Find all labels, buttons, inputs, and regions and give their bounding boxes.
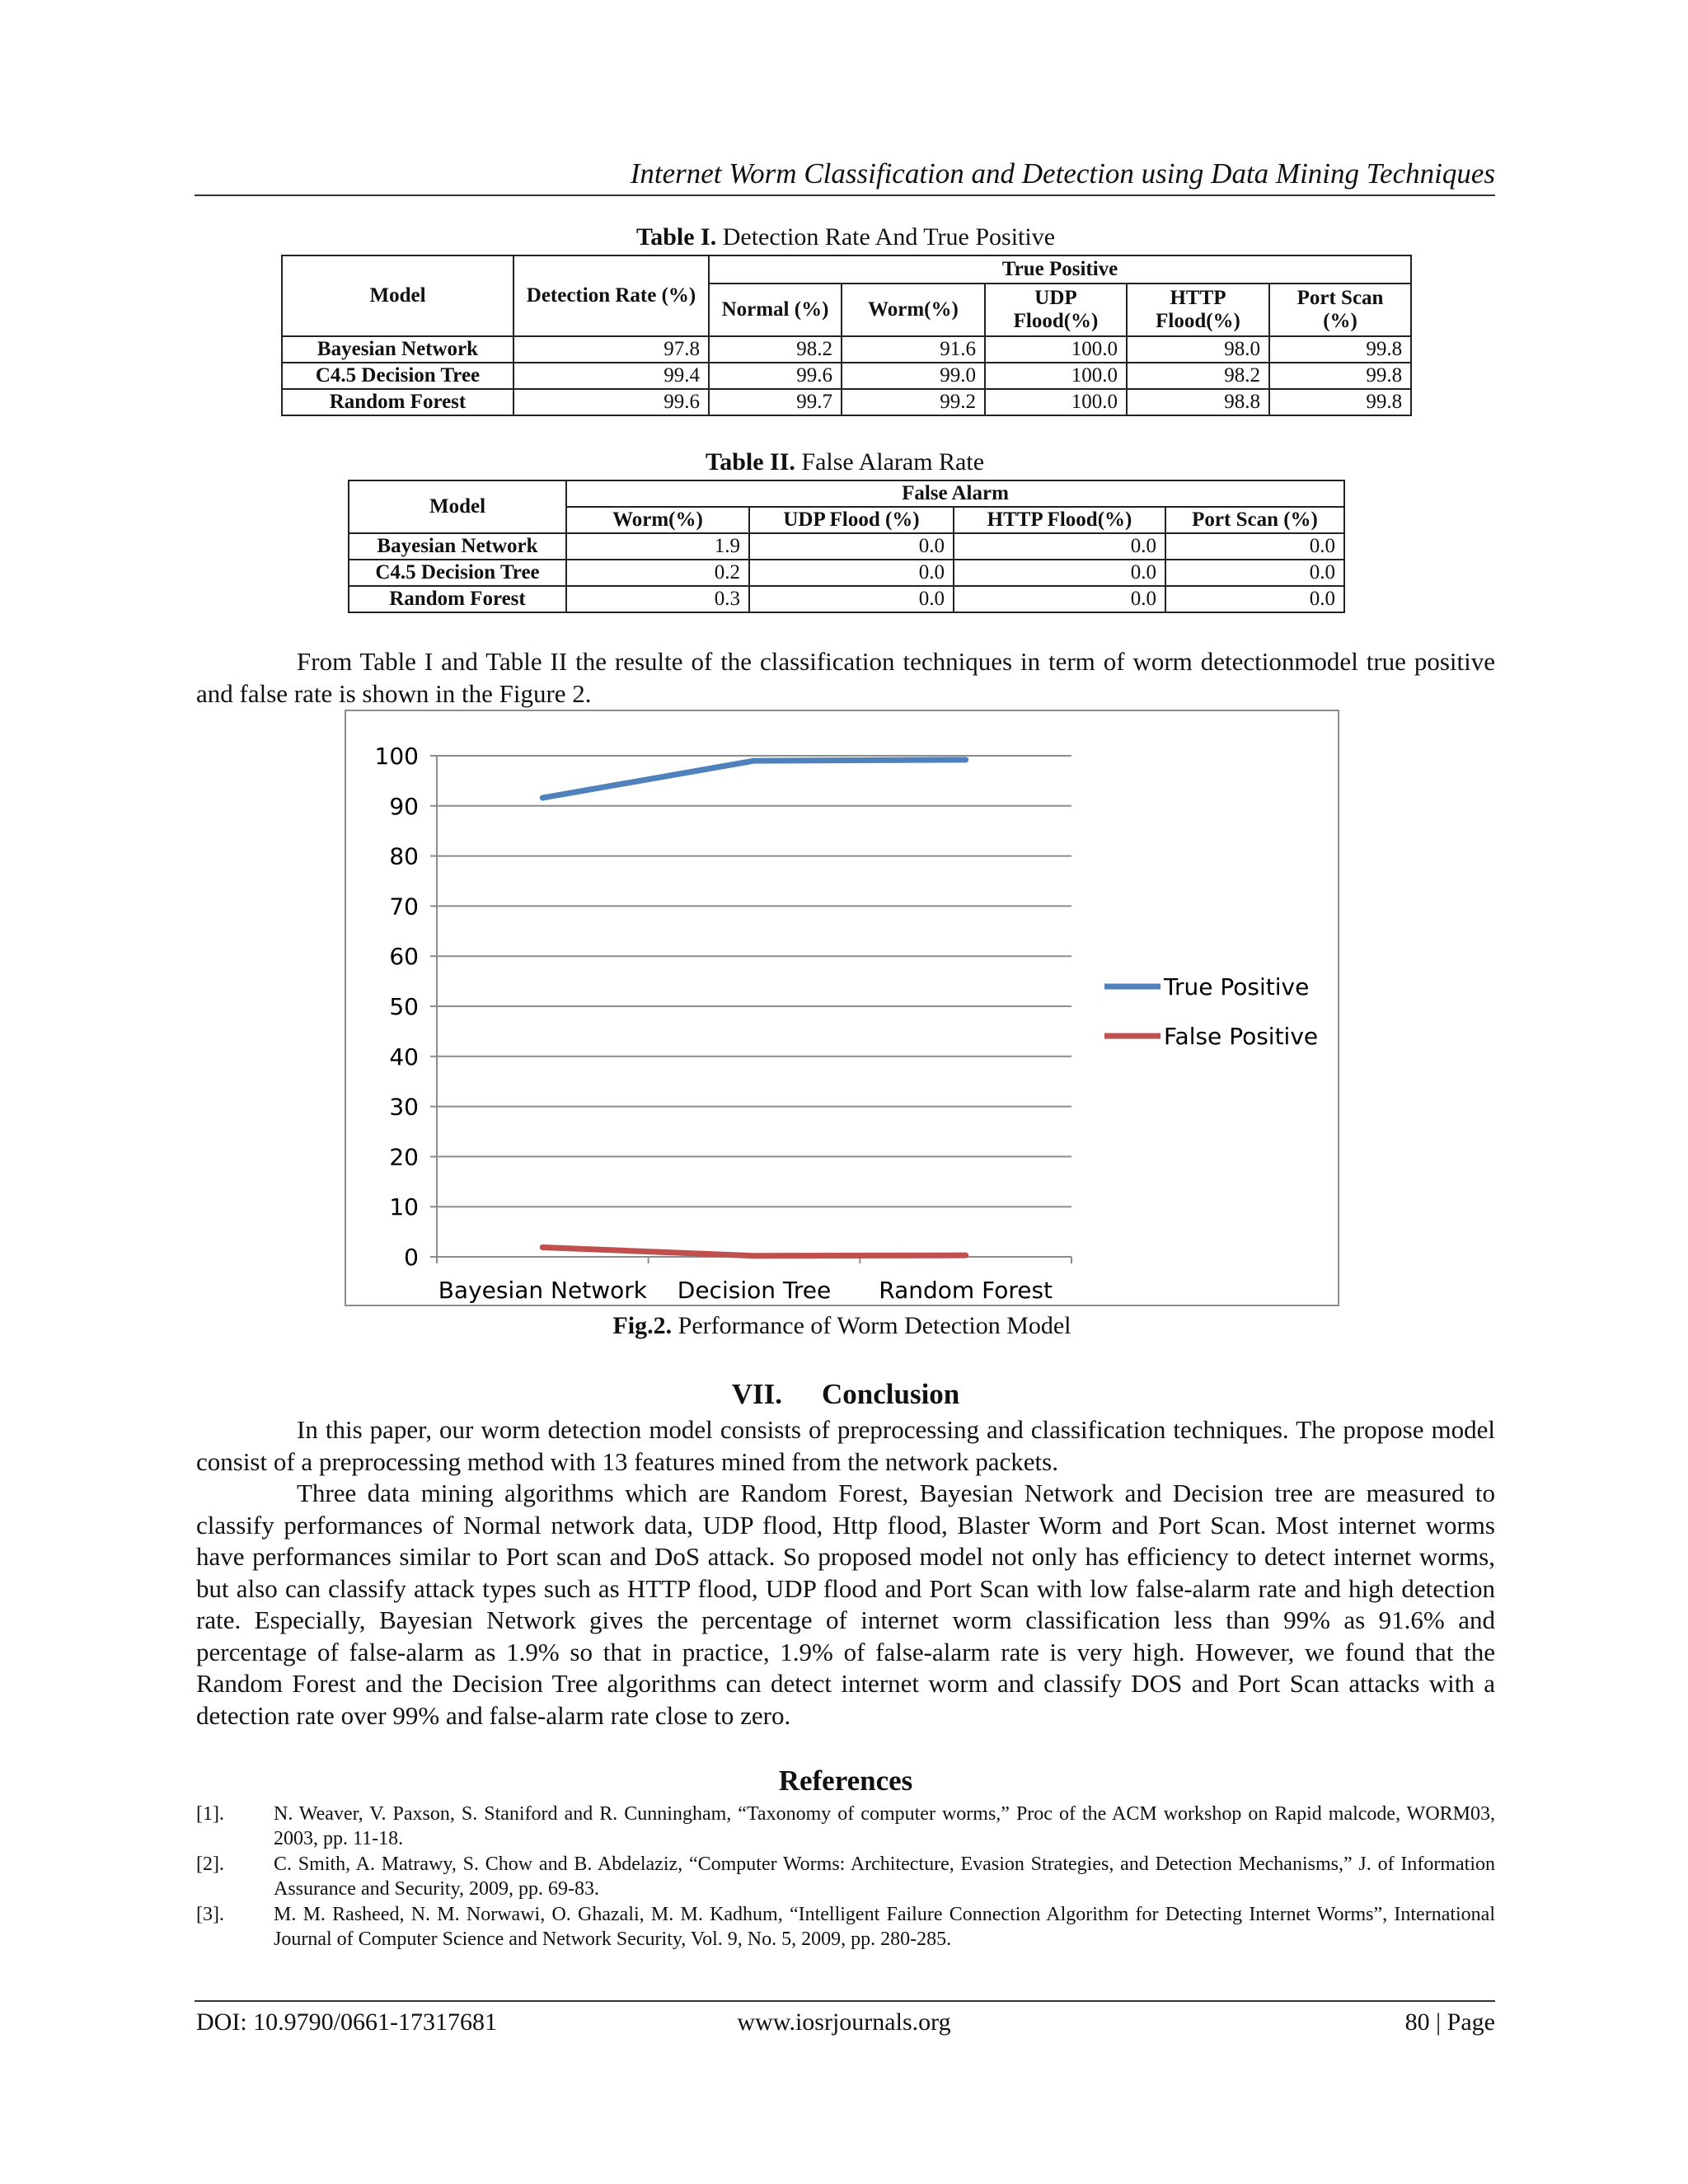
table1-cell: 98.2 bbox=[1127, 363, 1269, 389]
y-tick-label: 60 bbox=[389, 943, 419, 971]
table1-header-detection-rate: Detection Rate (%) bbox=[513, 255, 709, 336]
y-tick-label: 20 bbox=[389, 1143, 419, 1171]
table1-caption-label: Table I. bbox=[635, 223, 717, 251]
reference-item bbox=[196, 1852, 1495, 1901]
y-tick-label: 100 bbox=[374, 743, 419, 770]
table2-cell: 0.0 bbox=[1165, 560, 1344, 586]
table1-cell-model: Random Forest bbox=[282, 389, 513, 415]
table-row bbox=[349, 586, 1344, 612]
y-tick-label: 40 bbox=[389, 1043, 419, 1071]
table2-caption-label: Table II. bbox=[705, 448, 795, 476]
conclusion-heading-text: Conclusion bbox=[822, 1378, 960, 1410]
table2-cell: 0.0 bbox=[1165, 533, 1344, 560]
table1-cell: 99.8 bbox=[1269, 389, 1411, 415]
line-chart-svg bbox=[346, 711, 1338, 1305]
table1-cell-model: C4.5 Decision Tree bbox=[282, 363, 513, 389]
footer-doi: DOI: 10.9790/0661-17317681 bbox=[196, 2008, 497, 2036]
table1-cell: 99.8 bbox=[1269, 363, 1411, 389]
table2-header-false-alarm: False Alarm bbox=[566, 480, 1344, 507]
table-false-alarm bbox=[348, 480, 1345, 613]
table1-cell: 98.2 bbox=[709, 336, 842, 363]
figure-caption bbox=[345, 1311, 1339, 1341]
table1-caption-text: Detection Rate And True Positive bbox=[722, 223, 1056, 251]
table1-caption bbox=[280, 223, 1411, 252]
table1-header-model: Model bbox=[282, 255, 513, 336]
footer-page-number: 80 | Page bbox=[1404, 2008, 1495, 2036]
table2-header-model: Model bbox=[349, 480, 566, 533]
table1-cell: 99.7 bbox=[709, 389, 842, 415]
table1-cell: 99.4 bbox=[513, 363, 709, 389]
table-detection-rate bbox=[281, 255, 1412, 416]
y-tick-label: 10 bbox=[389, 1193, 419, 1221]
table1-subheader: UDP Flood(%) bbox=[985, 284, 1127, 336]
data-point bbox=[540, 1244, 545, 1249]
table-row bbox=[282, 389, 1411, 415]
reference-text: N. Weaver, V. Paxson, S. Staniford and R. Cunningham, “Taxonomy of computer worms,” Proc of the ACM workshop on Rapid malcode, WORM03, 2003, pp. 11-18. bbox=[274, 1803, 1495, 1849]
data-point bbox=[964, 1253, 968, 1258]
table2-caption bbox=[346, 448, 1343, 477]
x-tick-label: Decision Tree bbox=[677, 1277, 832, 1304]
y-tick-label: 0 bbox=[404, 1244, 419, 1271]
y-tick-label: 30 bbox=[389, 1093, 419, 1121]
table1-subheader: Port Scan (%) bbox=[1269, 284, 1411, 336]
table1-header-true-positive: True Positive bbox=[709, 255, 1411, 284]
table2-cell-model: Random Forest bbox=[349, 586, 566, 612]
reference-number: [3]. bbox=[196, 1904, 224, 1925]
table2-cell: 0.0 bbox=[749, 560, 954, 586]
y-tick-label: 70 bbox=[389, 893, 419, 921]
running-header-title: Internet Worm Classification and Detection using Data Mining Techniques bbox=[630, 157, 1495, 190]
table2-subheader: Port Scan (%) bbox=[1165, 507, 1344, 533]
table1-cell: 99.2 bbox=[842, 389, 985, 415]
reference-number: [2]. bbox=[196, 1854, 224, 1875]
table1-cell: 98.0 bbox=[1127, 336, 1269, 363]
intro-paragraph: From Table I and Table II the resulte of the classification techniques in term of worm detectionmodel true positive and false rate is shown in the Figure 2. bbox=[196, 647, 1495, 708]
legend-label: True Positive bbox=[1164, 973, 1310, 1001]
legend-label: False Positive bbox=[1164, 1023, 1319, 1050]
reference-number: [1]. bbox=[196, 1803, 224, 1825]
table2-cell: 0.0 bbox=[1165, 586, 1344, 612]
table2-caption-text: False Alaram Rate bbox=[801, 448, 985, 476]
table2-cell: 0.0 bbox=[954, 586, 1165, 612]
table-row bbox=[349, 560, 1344, 586]
table1-cell: 97.8 bbox=[513, 336, 709, 363]
references-heading: References bbox=[778, 1765, 913, 1797]
table2-subheader: HTTP Flood(%) bbox=[954, 507, 1165, 533]
conclusion-heading-number: VII. bbox=[731, 1378, 782, 1410]
header-rule bbox=[195, 194, 1495, 196]
table-row bbox=[282, 336, 1411, 363]
figure-caption-label: Fig.2. bbox=[612, 1312, 673, 1339]
figure-2-chart bbox=[345, 710, 1339, 1306]
reference-text: M. M. Rasheed, N. M. Norwawi, O. Ghazali, M. M. Kadhum, “Intelligent Failure Connection Algorithm for Detecting Internet Worms”, International Journal of Computer Science and Network Security, Vol. 9, No. 5, 2009, pp. 280-285. bbox=[274, 1904, 1495, 1950]
y-tick-label: 80 bbox=[389, 842, 419, 870]
table1-cell: 100.0 bbox=[985, 363, 1127, 389]
x-tick-label: Bayesian Network bbox=[438, 1277, 647, 1304]
data-point bbox=[540, 795, 545, 800]
data-point bbox=[964, 757, 968, 762]
conclusion-paragraph-1: In this paper, our worm detection model consists of preprocessing and classification techniques. The propose model consist of a preprocessing method with 13 features mined from the network packets. bbox=[196, 1415, 1495, 1476]
table2-cell: 0.2 bbox=[566, 560, 749, 586]
table1-cell: 100.0 bbox=[985, 389, 1127, 415]
table2-cell: 0.0 bbox=[954, 533, 1165, 560]
table2-cell: 0.3 bbox=[566, 586, 749, 612]
data-point bbox=[752, 1254, 757, 1258]
table1-subheader: HTTP Flood(%) bbox=[1127, 284, 1269, 336]
table2-cell-model: Bayesian Network bbox=[349, 533, 566, 560]
table1-cell: 99.8 bbox=[1269, 336, 1411, 363]
reference-item bbox=[196, 1902, 1495, 1952]
footer-rule bbox=[195, 2000, 1495, 2002]
reference-item bbox=[196, 1802, 1495, 1851]
table1-cell-model: Bayesian Network bbox=[282, 336, 513, 363]
table1-cell: 99.0 bbox=[842, 363, 985, 389]
table1-subheader: Worm(%) bbox=[842, 284, 985, 336]
footer-website: www.iosrjournals.org bbox=[737, 2008, 951, 2036]
x-tick-label: Random Forest bbox=[879, 1277, 1053, 1304]
table2-subheader: UDP Flood (%) bbox=[749, 507, 954, 533]
reference-text: C. Smith, A. Matrawy, S. Chow and B. Abdelaziz, “Computer Worms: Architecture, Evasion Strategies, and Detection Mechanisms,” J. of Information Assurance and Security, 2009, pp. 69-83. bbox=[274, 1854, 1495, 1900]
figure-caption-text: Performance of Worm Detection Model bbox=[678, 1312, 1071, 1339]
table1-subheader: Normal (%) bbox=[709, 284, 842, 336]
table1-cell: 99.6 bbox=[709, 363, 842, 389]
table2-subheader: Worm(%) bbox=[566, 507, 749, 533]
table1-cell: 100.0 bbox=[985, 336, 1127, 363]
table2-cell: 1.9 bbox=[566, 533, 749, 560]
conclusion-paragraph-2: Three data mining algorithms which are Random Forest, Bayesian Network and Decision tree are measured to classify performances of Normal network data, UDP flood, Http flood, Blaster Worm and Port Scan. Most internet worms have performances similar to Port scan and DoS attack. So proposed model not only has efficiency to detect internet worms, but also can classify attack types such as HTTP flood, UDP flood and Port Scan with low false-alarm rate and high detection rate. Especially, Bayesian Network gives the percentage of internet worm classification less than 99% as 91.6% and percentage of false-alarm as 1.9% so that in practice, 1.9% of false-alarm rate is very high. However, we found that the Random Forest and the Decision Tree algorithms can detect internet worm and classify DOS and Port Scan attacks with a detection rate over 99% and false-alarm rate close to zero. bbox=[196, 1479, 1495, 1730]
table2-cell: 0.0 bbox=[749, 586, 954, 612]
table2-cell-model: C4.5 Decision Tree bbox=[349, 560, 566, 586]
table1-cell: 91.6 bbox=[842, 336, 985, 363]
data-point bbox=[752, 758, 757, 763]
y-tick-label: 50 bbox=[389, 993, 419, 1020]
table-row bbox=[282, 363, 1411, 389]
table2-cell: 0.0 bbox=[954, 560, 1165, 586]
conclusion-heading bbox=[196, 1377, 1495, 1412]
y-tick-label: 90 bbox=[389, 792, 419, 820]
table2-cell: 0.0 bbox=[749, 533, 954, 560]
table1-cell: 98.8 bbox=[1127, 389, 1269, 415]
series-line bbox=[542, 760, 965, 798]
table-row bbox=[349, 533, 1344, 560]
table1-cell: 99.6 bbox=[513, 389, 709, 415]
